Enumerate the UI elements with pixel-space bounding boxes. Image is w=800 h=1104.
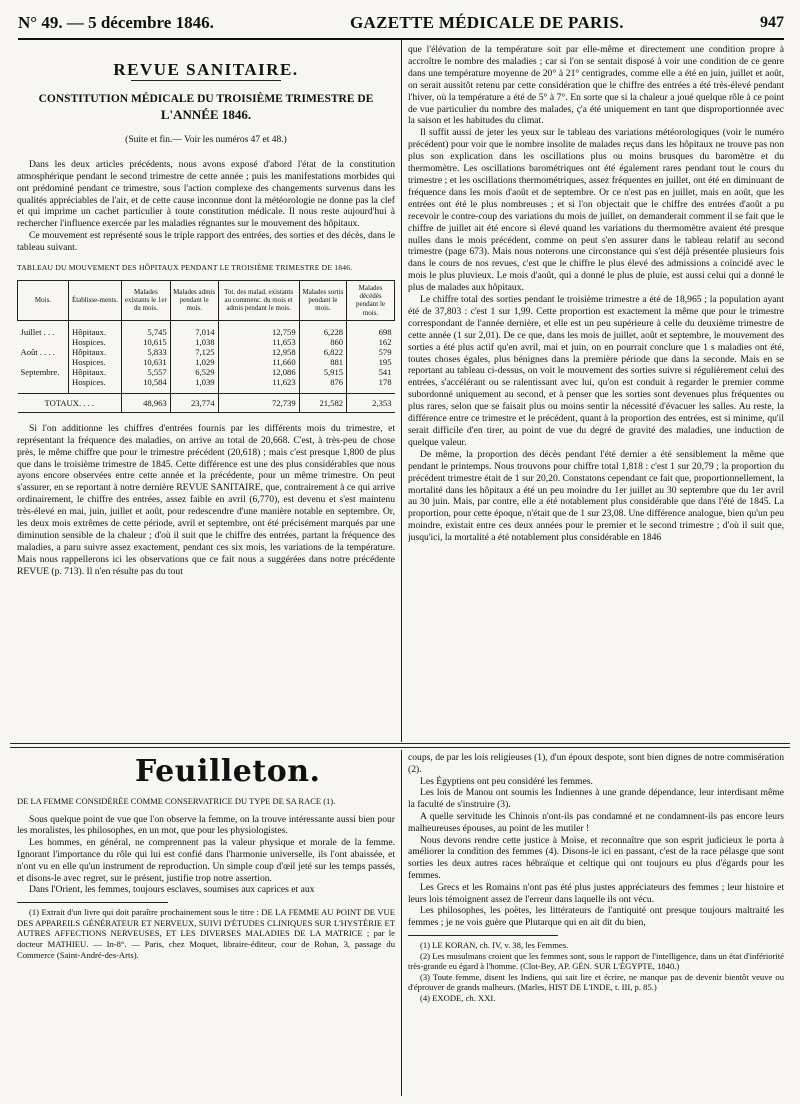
value-cell: 5,745 — [122, 327, 171, 337]
value-cell: 1,038 — [170, 337, 218, 347]
total-cell: 48,963 — [122, 393, 171, 412]
value-cell: 162 — [347, 337, 395, 347]
value-cell: 12,958 — [218, 347, 299, 357]
month-cell — [18, 337, 69, 347]
value-cell: 5,833 — [122, 347, 171, 357]
paragraph: Dans les deux articles précédents, nous avons exposé d'abord l'état de la constitution atmosphérique pendant le second trimestre de cette année ; puis les manifestations morbides qui ont prédominé pendant ce trimestre, sous l'action complexe des changements survenus dans les qualités appréciables de l'air, et de cette cause inconnue dont la météorologie ne donne pas la clef et qui imprime un cachet particulier à toute constitution médicale. Il nous reste aujourd'hui à rechercher l'influence exercée par les maladies régnantes sur le mouvement des hôpitaux. — [17, 158, 395, 230]
value-cell: 12,086 — [218, 367, 299, 377]
total-cell: 21,582 — [299, 393, 346, 412]
value-cell: 10,615 — [122, 337, 171, 347]
value-cell: 11,660 — [218, 357, 299, 367]
paragraph: Les Égyptiens ont peu considéré les femmes. — [420, 775, 593, 787]
paragraph: que l'élévation de la température soit par elle-même et directement une condition propre à accroître le nombre des maladies ; car si l'on se sentait disposé à voir une condition de ce genre dans une température moyenne de 20° à 21° centigrades, comme elle a été en juin, juillet et août, on serait aussitôt retenu par cette considération que le chiffre des entrées a été très-élevé pendant l'hiver, où la température a été de 5° à 7°. En sorte que si la chaleur a joué quelque rôle à ce point de vue particulier du nombre des malades, ç'a été uniquement en tant que disproportionnée avec la saison et les habitudes du climat. — [408, 44, 784, 127]
footnote-rule — [408, 935, 558, 936]
paragraph: Le chiffre total des sorties pendant le troisième trimestre a été de 18,965 ; la population ayant été de 37,803 : c'est 1 sur 1,99. Cette proportion est exactement la même que pour le trimestre correspondant de l'année dernière, et elle est un peu supérieure à celle du deuxième trimestre de cette année (1 sur 2,01). De ce que, dans les mois de juillet, août et septembre, le mouvement des sorties a été plus actif qu'en avril, mai et juin, on en pourrait conclure que 1 s maladies ont été, toutes choses égales, plus bénignes dans la première période que dans la seconde. Mais en se reportant au tableau ci-dessus, on voit le mouvement des sorties suivre si régulièrement celui des entrées, s'accélérant ou se ralentissant avec lui, qu'on est conduit à regarder le premier comme subordonné uniquement au second, et à penser que les sorties sont devenues plus fréquentes ou plus rares, selon que se faisait plus ou moins sentir la nécessité d'évacuer les salles. Au reste, la différence entre ce trimestre et le précédent, quant à la proportion des entrées, est si minime, qu'il serait difficile d'en tirer, au point de vue du degré de gravité des maladies, une induction de quelque valeur. — [408, 294, 784, 448]
value-cell: 579 — [347, 347, 395, 357]
value-cell: 1,029 — [170, 357, 218, 367]
table-total-row — [18, 393, 395, 412]
footnote: (4) EXODE, ch. XXI. — [420, 992, 496, 1003]
value-cell: 12,759 — [218, 327, 299, 337]
section-title: REVUE SANITAIRE. — [113, 60, 299, 79]
month-cell: Juillet . . . — [20, 326, 55, 337]
establishment-cell: Hospices. — [69, 337, 122, 347]
establishment-cell: Hospices. — [69, 377, 122, 387]
article-title-line2: L'ANNÉE 1846. — [160, 106, 252, 122]
table-row — [18, 357, 395, 367]
table-row — [18, 337, 395, 347]
page-header — [18, 8, 784, 40]
month-cell — [18, 357, 69, 367]
article-title-line1: CONSTITUTION MÉDICALE DU TROISIÈME TRIMESTRE DE — [38, 92, 374, 105]
column-header: Malades décédés pendant le mois. — [347, 280, 395, 320]
feuilleton-left-column — [17, 752, 395, 1092]
paragraph: Sous quelque point de vue que l'on observe la femme, on la trouve intéressante aussi bien pour les moralistes, les philosophes, en un mot, que pour les physiologistes. — [17, 813, 395, 837]
value-cell: 5,557 — [122, 367, 171, 377]
left-column — [17, 44, 395, 741]
month-cell: Septembre. — [20, 366, 60, 377]
right-column — [408, 44, 784, 741]
paragraph: Dans l'Orient, les femmes, toujours esclaves, soumises aux caprices et aux — [29, 884, 315, 896]
month-cell — [18, 377, 69, 387]
establishment-cell: Hospices. — [69, 357, 122, 367]
paragraph: Les Grecs et les Romains n'ont pas été plus justes appréciateurs des femmes ; leur histoire et leurs lois témoignent assez de l'erreur dans laquelle ils ont vécu. — [408, 881, 784, 905]
paragraph: Les lois de Manou ont soumis les Indiennes à une grande dépendance, leur interdisant même la faculté de s'instruire (3). — [408, 787, 784, 811]
table-row — [18, 377, 395, 387]
value-cell: 1,039 — [170, 377, 218, 387]
footnotes — [408, 940, 784, 1004]
total-label: TOTAUX. . . . — [18, 393, 122, 412]
paragraph: Les philosophes, les poëtes, les littérateurs de l'antiquité ont presque toujours maltraité les femmes ; je ne vois guère que Plutarque qui en ait dit du bien, — [408, 905, 784, 929]
paragraph: coups, de par les lois religieuses (1), d'un époux despote, sont bien dignes de notre commisération (2). — [408, 752, 784, 775]
value-cell: 11,623 — [218, 377, 299, 387]
value-cell: 6,822 — [299, 347, 346, 357]
paragraph: Nous devons rendre cette justice à Moïse, et reconnaître que son esprit judicieux le porta à améliorer la condition des femmes (4). Disons-le ici en passant, c'est de la race pélasge que sont sorties les deux autres races hébraïque et celtique qui ont toujours eu plus d'égards pour les femmes. — [408, 834, 784, 881]
divider — [131, 80, 281, 81]
journal-title: GAZETTE MÉDICALE DE PARIS. — [349, 13, 624, 32]
value-cell: 6,228 — [299, 327, 346, 337]
value-cell: 178 — [347, 377, 395, 387]
value-cell: 10,584 — [122, 377, 171, 387]
feuilleton-right-column — [408, 752, 784, 1092]
table-title: TABLEAU DU MOUVEMENT DES HÔPITAUX PENDANT LE TROISIÈME TRIMESTRE DE 1846. — [17, 263, 353, 273]
value-cell: 10,631 — [122, 357, 171, 367]
paragraph: Les hommes, en général, ne comprennent pas la valeur physique et morale de la femme. Ignorant l'importance du rôle qui lui est confié dans l'harmonie universelle, ils l'ont abaissée, et n'ont vu en elle qu'un instrument de reproduction. Un simple coup d'œil jeté sur les temps passés, et disons-le avec regret, sur le présent, justifie trop notre assertion. — [17, 837, 395, 884]
value-cell: 7,125 — [170, 347, 218, 357]
footnote: (1) Extrait d'un livre qui doit paraître prochainement sous le titre : DE LA FEMME AU POINT DE VUE DES APPAREILS GÉNÉRATEUR ET NERVEUX, SUIVI D'ÉTUDES CLINIQUES SUR L'HYSTÉRIE ET AUTRES AFFECTIONS NERVEUSES, ET LES DIVERSES MALADIES DE LA MATRICE ; par le docteur MATHIEU. — In-8°. — Paris, chez Moquet, libraire-éditeur, cour de Rohan, 3, passage du Commerce (Saint-André-des-Arts). — [17, 907, 395, 960]
footnote-rule — [17, 902, 168, 903]
month-cell: Août . . . . — [20, 346, 55, 357]
article-subnote: (Suite et fin.— Voir les numéros 47 et 48.) — [125, 134, 287, 145]
page-number: 947 — [759, 14, 784, 31]
table-row — [18, 327, 395, 337]
column-header: Malades admis pendant le mois. — [170, 280, 218, 320]
table-row — [18, 347, 395, 357]
column-header: Établisse-ments. — [69, 280, 122, 320]
article-title — [17, 91, 395, 123]
value-cell: 6,529 — [170, 367, 218, 377]
value-cell: 541 — [347, 367, 395, 377]
value-cell: 7,014 — [170, 327, 218, 337]
footnote: (3) Toute femme, disent les Indiens, qui sait lire et écrire, ne manque pas de devenir bientôt veuve ou d'éprouver de grands malheurs. (Marles, HIST DE L'INDE, t. III, p. 85.) — [408, 971, 784, 993]
paragraph: Ce mouvement est représenté sous le triple rapport des entrées, des sorties et des décès, dans le tableau suivant. — [17, 230, 395, 254]
section-divider — [10, 743, 790, 748]
table-row — [18, 367, 395, 377]
value-cell: 11,653 — [218, 337, 299, 347]
footnote: (2) Les musulmans croient que les femmes sont, sous le rapport de l'intelligence, dans un état d'infériorité très-grande eu égard à l'homme. (Clot-Bey, AP. GÉN. SUR L'ÉGYPTE, 1840.) — [408, 950, 784, 972]
column-header: Malades sortis pendant le mois. — [299, 280, 346, 320]
value-cell: 698 — [347, 327, 395, 337]
establishment-cell: Hôpitaux. — [69, 347, 122, 357]
paragraph: De même, la proportion des décès pendant l'été dernier a été sensiblement la même que pendant le printemps. Nous trouvons pour chiffre total 1,818 : c'est 1 sur 20,79 ; la proportion du précédent trimestre était de 1 sur 20,20. Constatons cependant ce fait que, proportionnellement, la mortalité dans les hôpitaux a été un peu moindre du 1er juillet au 30 septembre que du 1er avril au 30 juin. Mais, par contre, elle a été notablement plus considérable que dans l'été de 1845. La proportion, pour cette époque, n'était que de 1 sur 23,08. Une différence analogue, bien qu'un peu moindre, existait entre ces deux années pour le premier et le second trimestre ; d'où il suit que, jusqu'ici, la mortalité a été notablement plus considérable en 1846 — [408, 448, 784, 544]
paragraph: A quelle servitude les Chinois n'ont-ils pas condamné et ne condamnent-ils pas encore leurs malheureuses épouses, au point de les mutiler ! — [408, 810, 784, 834]
paragraph: Il suffit aussi de jeter les yeux sur le tableau des variations météorologiques (voir le numéro précédent) pour voir que le nombre insolite de malades reçus dans les hôpitaux ne trouve pas non plus son explication dans les oscillations plus ou moins brusques du baromètre et du thermomètre. Les oscillations barométriques ont été également rares pendant tout le cours du trimestre ; et les oscillations thermométriques, assez fréquentes en juillet, ont été en diminuant de fréquence dans les mois d'août et de septembre. Or ce n'est pas en juillet, mais en août, que les entrées ont été le plus nombreuses ; et si l'on objectait que le chiffre des entrées d'août a pu recevoir le contre-coup des variations du mois de juillet, on demanderait comment il se fait que le chiffre de juillet ait été encore si élevé quand les variations du thermomètre avaient été presque nulles dans le mois précédent, comme on peut s'en assurer dans le tableau relatif au second trimestre (page 673). Mais nous noterons une circonstance qui s'est déjà présentée plusieurs fois dans le cours de nos revues, c'est que le chiffre le plus élevé des admissions a coïncidé avec le mois le plus pluvieux. Le mois d'août, qui a donné le plus de pluie, est aussi celui qui a donné le plus de malades aux hôpitaux. — [408, 127, 784, 294]
value-cell: 876 — [299, 377, 346, 387]
hospital-movement-table — [17, 280, 395, 413]
footnotes — [17, 907, 395, 960]
issue-number: N° 49. — 5 décembre 1846. — [18, 13, 214, 32]
column-divider — [401, 40, 402, 742]
establishment-cell: Hôpitaux. — [69, 367, 122, 377]
total-cell: 72,739 — [218, 393, 299, 412]
value-cell: 5,915 — [299, 367, 346, 377]
value-cell: 881 — [299, 357, 346, 367]
total-cell: 2,353 — [347, 393, 395, 412]
column-header: Malades existants le 1er du mois. — [122, 280, 171, 320]
value-cell: 195 — [347, 357, 395, 367]
value-cell: 860 — [299, 337, 346, 347]
footnote: (1) LE KORAN, ch. IV, v. 38, les Femmes. — [420, 939, 569, 950]
total-cell: 23,774 — [170, 393, 218, 412]
column-header: Tot. des malad. existants au commenc. du mois et admis pendant le mois. — [218, 280, 299, 320]
feuilleton-title: Feuilleton. — [135, 754, 321, 789]
feuilleton-heading: DE LA FEMME CONSIDÉRÉE COMME CONSERVATRICE DU TYPE DE SA RACE (1). — [17, 795, 336, 806]
column-header: Mois. — [18, 280, 69, 320]
paragraph: Si l'on additionne les chiffres d'entrées fournis par les différents mois du trimestre, et représentant la fréquence des maladies, on arrive au total de 20,668. C'est, à très-peu de chose près, le même chiffre que pour le trimestre précédent (20,618) ; mais c'est presque 1,800 de plus que dans le troisième trimestre de 1845. Cette différence est une des plus considérables que nous ayons encore observées entre cette année et la précédente, pour un même trimestre. On peut s'assurer, en se reportant à notre dernière REVUE SANITAIRE, que, contrairement à ce qui arrive ordinairement, le chiffre des entrées, assez faible en avril (6,770), est devenu et s'est maintenu très-élevé en mai, juin, juillet et août, pour redescendre d'une manière notable en septembre. Or, les deux mois extrêmes de cette période, avril et septembre, ont été précisément marqués par une diminution sensible de la chaleur ; d'où il suit que le chiffre des entrées, partant la fréquence des maladies, a paru suivre assez exactement, pendant ces six mois, les variations de la température. Mais nous rappellerons ici les observations que ce fait nous a suggérées dans notre précédente REVUE (p. 713). Il n'en résulte pas du tout — [17, 422, 395, 577]
table-header-row — [18, 280, 395, 320]
establishment-cell: Hôpitaux. — [69, 327, 122, 337]
column-divider — [401, 750, 402, 1096]
